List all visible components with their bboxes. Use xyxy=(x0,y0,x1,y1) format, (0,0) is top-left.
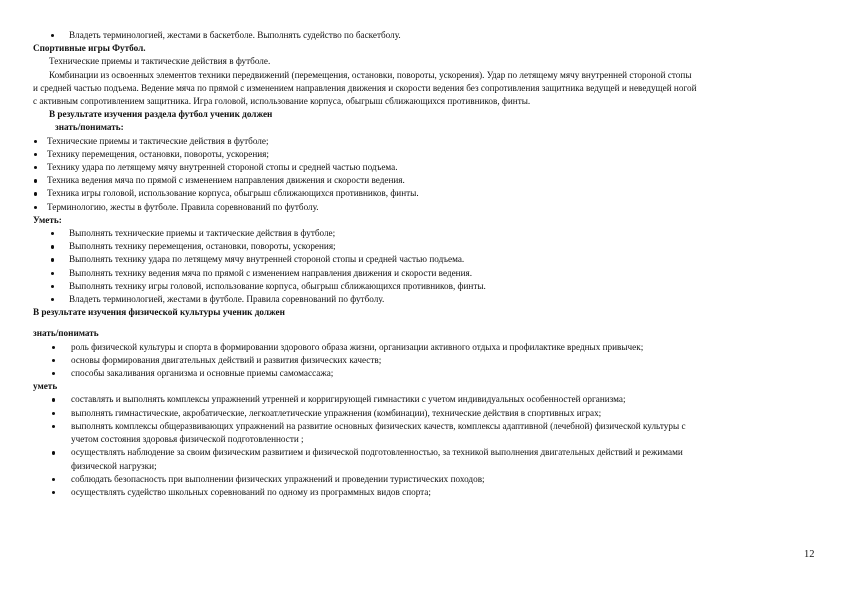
bullet-icon xyxy=(52,425,55,428)
list-item: Выполнять технику удара по летящему мячу внутренней стороной стопы и средней частью подъема. xyxy=(33,253,813,266)
paragraph-continued: и средней частью подъема. Ведение мяча по прямой с изменением направления движения и скорости ведения без сопротивления защитника ведущей и неведущей ногой xyxy=(33,82,697,93)
spacer xyxy=(33,319,813,327)
bullet-icon xyxy=(34,192,37,195)
bullet-icon xyxy=(34,140,37,143)
document-page xyxy=(33,29,813,499)
list-item: способы закаливания организма и основные приемы самомассажа; xyxy=(33,367,813,380)
bullet-icon xyxy=(52,412,55,415)
list-item: Владеть терминологией, жестами в футболе. Правила соревнований по футболу. xyxy=(33,293,813,306)
can-label-football: Уметь: xyxy=(33,214,62,225)
can-label-pe: уметь xyxy=(33,381,58,392)
bullet-icon xyxy=(52,451,55,454)
bullet-icon xyxy=(52,346,55,349)
bullet-icon xyxy=(51,285,54,288)
result-heading-football: В результате изучения раздела футбол ученик должен xyxy=(49,109,273,120)
list-item: основы формирования двигательных действий и развития физических качеств; xyxy=(33,354,813,367)
list-item: Технику удара по летящему мячу внутренней стороной стопы и средней частью подъема. xyxy=(33,161,813,174)
know-label-football: знать/понимать: xyxy=(55,122,124,133)
bullet-icon xyxy=(51,258,54,261)
football-can-list xyxy=(33,227,813,306)
basketball-list xyxy=(33,29,813,42)
football-know-list xyxy=(33,135,813,214)
know-label-pe: знать/понимать xyxy=(33,328,99,339)
list-item: Выполнять технику перемещения, остановки, повороты, ускорения; xyxy=(33,240,813,253)
bullet-icon xyxy=(52,359,55,362)
bullet-icon xyxy=(52,491,55,494)
bullet-icon xyxy=(51,298,54,301)
list-item: Техника игры головой, использование корпуса, обыгрыш сближающихся противников, финты. xyxy=(33,187,813,200)
bullet-icon xyxy=(51,272,54,275)
list-item: Владеть терминологией, жестами в баскетболе. Выполнять судейство по баскетболу. xyxy=(33,29,813,42)
list-item: соблюдать безопасность при выполнении физических упражнений и проведении туристических походов; xyxy=(33,473,813,486)
list-item: Технические приемы и тактические действия в футболе; xyxy=(33,135,813,148)
bullet-icon xyxy=(51,232,54,235)
list-item: Выполнять технику ведения мяча по прямой с изменением направления движения и скорости ведения. xyxy=(33,267,813,280)
list-item: выполнять комплексы общеразвивающих упражнений на развитие основных физических качеств, комплексы адаптивной (лечебной) физической культуры с учетом состояния здоровья физической подготовленности ; xyxy=(33,420,813,446)
paragraph: Комбинации из освоенных элементов техники передвижений (перемещения, остановки, повороты, ускорения). Удар по летящему мячу внутренней стороной стопы xyxy=(49,69,692,80)
bullet-icon xyxy=(52,478,55,481)
bullet-icon xyxy=(34,153,37,156)
pe-can-list xyxy=(33,393,813,499)
pe-know-list xyxy=(33,341,813,381)
list-item: осуществлять наблюдение за своим физическим развитием и физической подготовленностью, за техникой выполнения двигательных действий и режимами физической нагрузки; xyxy=(33,446,813,472)
paragraph-continued: с активным сопротивлением защитника. Игра головой, использование корпуса, обыгрыш сближающихся противников, финты. xyxy=(33,96,531,107)
list-item: составлять и выполнять комплексы упражнений утренней и корригирующей гимнастики с учетом индивидуальных особенностей организма; xyxy=(33,393,813,406)
list-item: Техника ведения мяча по прямой с изменением направления движения и скорости ведения. xyxy=(33,174,813,187)
list-item: Выполнять технику игры головой, использование корпуса, обыгрыш сближающихся противников, финты. xyxy=(33,280,813,293)
paragraph: Технические приемы и тактические действия в футболе. xyxy=(49,56,271,67)
bullet-icon xyxy=(52,372,55,375)
list-item: Терминологию, жесты в футболе. Правила соревнований по футболу. xyxy=(33,201,813,214)
list-item: выполнять гимнастические, акробатические, легкоатлетические упражнения (комбинации), технические действия в спортивных играх; xyxy=(33,407,813,420)
list-item: осуществлять судейство школьных соревнований по одному из программных видов спорта; xyxy=(33,486,813,499)
list-item: Выполнять технические приемы и тактические действия в футболе; xyxy=(33,227,813,240)
bullet-icon xyxy=(34,206,37,209)
list-item: роль физической культуры и спорта в формировании здорового образа жизни, организации активного отдыха и профилактике вредных привычек; xyxy=(33,341,813,354)
page-number: 12 xyxy=(804,549,815,560)
bullet-icon xyxy=(51,34,54,37)
result-heading-pe: В результате изучения физической культуры ученик должен xyxy=(33,307,285,318)
bullet-icon xyxy=(52,398,55,401)
section-heading-football: Спортивные игры Футбол. xyxy=(33,43,146,54)
bullet-icon xyxy=(34,166,37,169)
bullet-icon xyxy=(51,245,54,248)
bullet-icon xyxy=(34,179,37,182)
list-item: Технику перемещения, остановки, повороты, ускорения; xyxy=(33,148,813,161)
